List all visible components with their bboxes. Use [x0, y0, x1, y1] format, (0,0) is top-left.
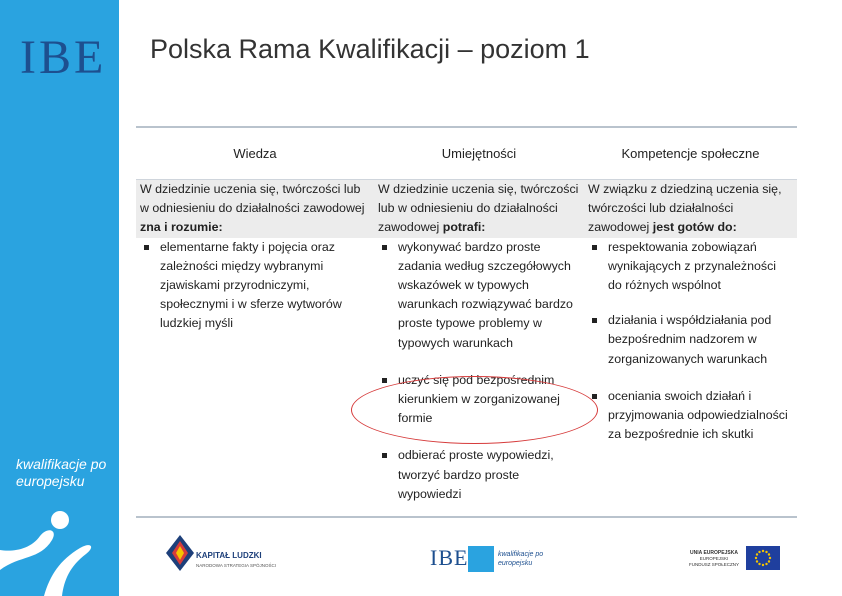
list-item: odbierać proste wypowiedzi, tworzyć bardzo proste wypowiedzi	[374, 446, 580, 504]
intro-wiedza: W dziedzinie uczenia się, twórczości lub w odniesieniu do działalności zawodowej zna i rozumie:	[136, 180, 374, 238]
intro-umiejetnosci: W dziedzinie uczenia się, twórczości lub w odniesieniu do działalności zawodowej potrafi:	[374, 180, 584, 238]
kapital-ludzki-text: KAPITAŁ LUDZKI	[196, 551, 262, 560]
footer-figure-icon	[468, 546, 494, 572]
person-figure-icon	[0, 500, 119, 596]
column-kompetencje	[584, 128, 797, 516]
header-kompetencje: Kompetencje społeczne	[584, 128, 797, 180]
slide-title: Polska Rama Kwalifikacji – poziom 1	[150, 34, 590, 64]
eu-flag-icon	[746, 546, 780, 570]
header-umiejetnosci: Umiejętności	[374, 128, 584, 180]
list-wiedza	[136, 238, 374, 334]
kapital-ludzki-subtext: NARODOWA STRATEGIA SPÓJNOŚCI	[196, 563, 277, 568]
ue-text: UNIA EUROPEJSKA EUROPEJSKI FUNDUSZ SPOŁECZNY	[688, 550, 739, 567]
highlight-oval	[351, 376, 598, 444]
list-item: wykonywać bardzo proste zadania według szczegółowych wskazówek w typowych warunkach rozwiązywać bardzo proste typowe problemy w typowych warunkach	[374, 238, 580, 353]
header-wiedza: Wiedza	[136, 128, 374, 180]
column-wiedza	[136, 128, 374, 516]
qualification-table	[136, 126, 797, 518]
intro-kompetencje: W związku z dziedziną uczenia się, twórczości lub działalności zawodowej jest gotów do:	[584, 180, 797, 238]
kapital-ludzki-logo-icon	[166, 535, 194, 571]
column-umiejetnosci	[374, 128, 584, 516]
list-item: elementarne fakty i pojęcia oraz zależności między wybranymi zjawiskami przyrodniczymi, społecznymi i w sferze wytworów ludzkiej myśli	[136, 238, 370, 334]
list-umiejetnosci	[374, 238, 584, 504]
sidebar-tagline: kwalifikacje po europejsku	[16, 456, 107, 489]
list-item: działania i współdziałania pod bezpośrednim nadzorem w zorganizowanych warunkach	[584, 311, 793, 369]
ibe-logo: IBE	[20, 31, 107, 84]
sidebar	[0, 0, 119, 596]
list-item: respektowania zobowiązań wynikających z przynależności do różnych wspólnot	[584, 238, 793, 296]
footer-kpe-text: kwalifikacje po europejsku	[498, 551, 544, 567]
list-item: oceniania swoich działań i przyjmowania odpowiedzialności za bezpośrednie ich skutki	[584, 387, 793, 445]
list-item: uczyć się pod bezpośrednim kierunkiem w zorganizowanej formie	[374, 371, 580, 429]
list-kompetencje	[584, 238, 797, 445]
footer-ibe-logo: IBE	[430, 545, 469, 570]
